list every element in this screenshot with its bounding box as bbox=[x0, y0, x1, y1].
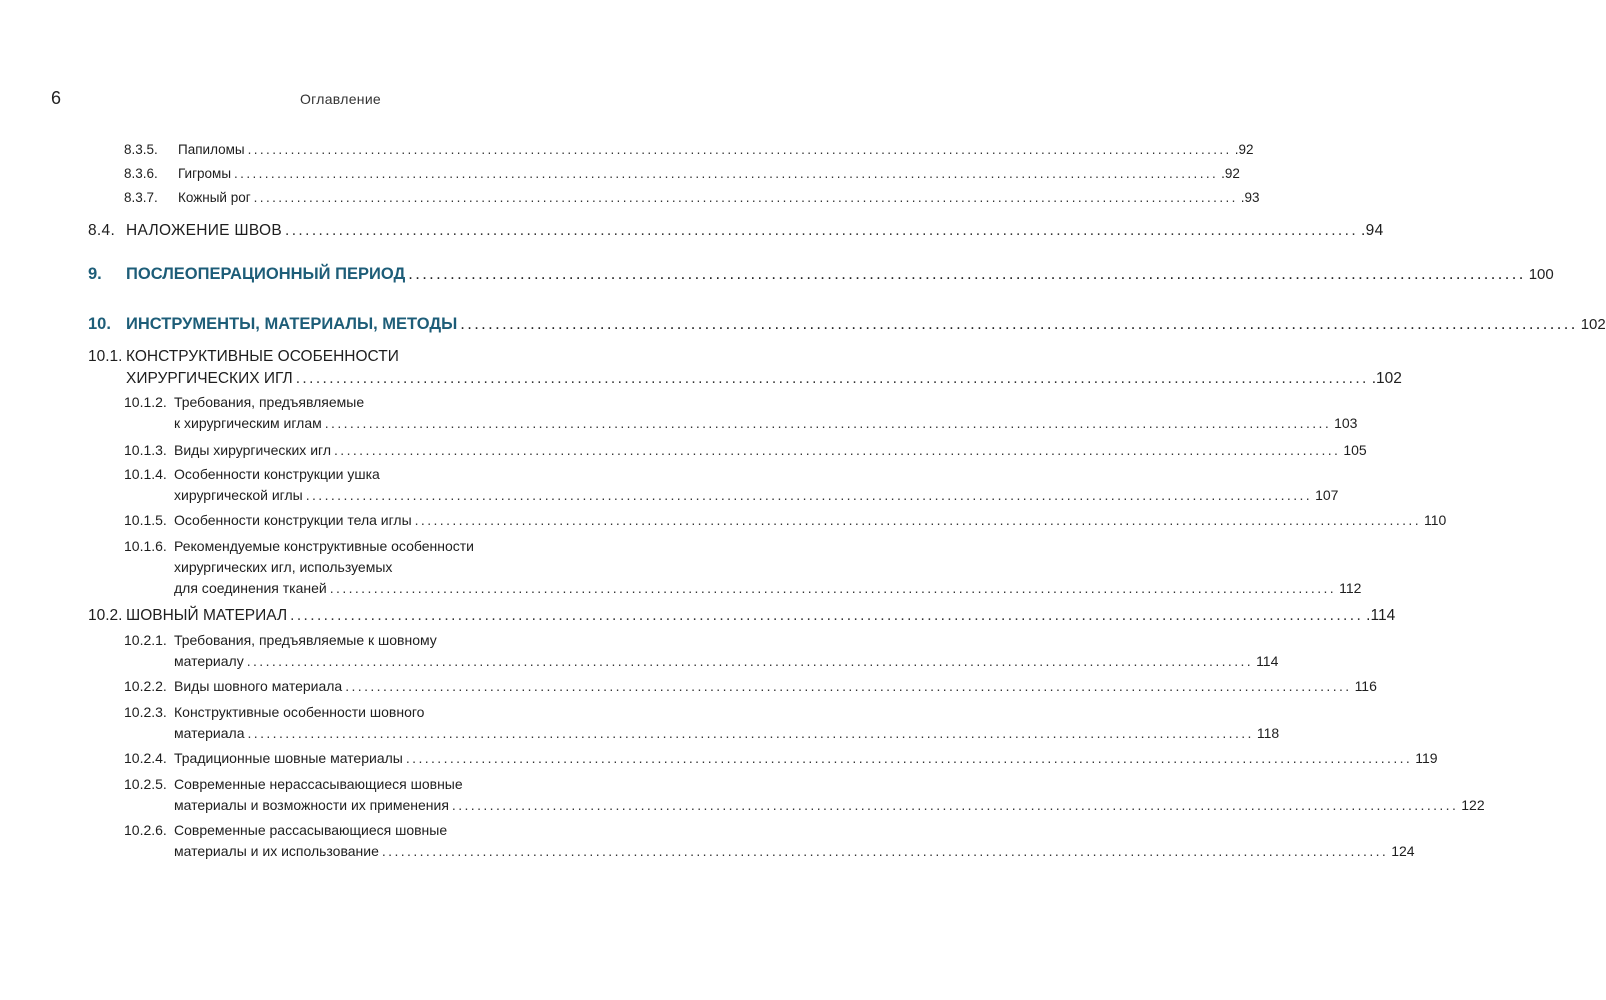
toc-entry-title-cont: для соединения тканей bbox=[174, 580, 327, 596]
toc-entry-number: 10.1.6. bbox=[124, 538, 167, 554]
toc-entry-title-cont: материала bbox=[174, 725, 245, 741]
leader-dots: ................................................................................................................................................................ bbox=[381, 843, 1389, 859]
leader-dots: ................................................................................................................................................................ bbox=[414, 512, 1421, 528]
toc-entry-title: Особенности конструкции ушка bbox=[174, 466, 380, 482]
toc-entry-page: 102 bbox=[1580, 316, 1606, 333]
leader-dots: ................................................................................................................................................................ bbox=[460, 315, 1578, 333]
toc-entry-page: .92 bbox=[1234, 142, 1254, 157]
toc-entry-number: 8.4. bbox=[88, 222, 116, 239]
toc-entry-title: Виды хирургических игл bbox=[174, 442, 331, 458]
toc-entry[interactable] bbox=[88, 605, 1396, 627]
toc-entry-title-cont: ХИРУРГИЧЕСКИХ ИГЛ bbox=[126, 370, 293, 387]
toc-entry-number: 10.2.2. bbox=[124, 678, 167, 694]
leader-dots: ................................................................................................................................................................ bbox=[334, 442, 1341, 458]
toc-entry-page: 105 bbox=[1343, 442, 1367, 458]
toc-entry[interactable] bbox=[124, 187, 1260, 209]
toc-entry-number: 10.2.6. bbox=[124, 822, 167, 838]
toc-entry-page: .92 bbox=[1221, 166, 1240, 181]
toc-entry-page: .102 bbox=[1371, 370, 1402, 387]
toc-entry[interactable] bbox=[124, 630, 1279, 672]
toc-entry[interactable] bbox=[124, 774, 1485, 816]
toc-entry-number: 10.2.1. bbox=[124, 632, 167, 648]
toc-entry[interactable] bbox=[124, 392, 1358, 434]
leader-dots: ................................................................................................................................................................ bbox=[408, 265, 1526, 283]
toc-entry-page: 110 bbox=[1423, 512, 1447, 528]
toc-entry-number: 10.1.2. bbox=[124, 394, 167, 410]
toc-entry-title: Особенности конструкции тела иглы bbox=[174, 512, 412, 528]
leader-dots: ................................................................................................................................................................ bbox=[246, 653, 1254, 669]
leader-dots: ................................................................................................................................................................ bbox=[305, 487, 1313, 503]
toc-chapter[interactable] bbox=[88, 312, 1606, 337]
leader-dots: ................................................................................................................................................................ bbox=[234, 166, 1219, 181]
toc-entry-title: ШОВНЫЙ МАТЕРИАЛ bbox=[126, 607, 288, 624]
toc-entry[interactable] bbox=[88, 346, 1402, 390]
toc-entry[interactable] bbox=[124, 536, 1362, 599]
toc-entry-page: 122 bbox=[1461, 797, 1485, 813]
leader-dots: ................................................................................................................................................................ bbox=[285, 222, 1359, 239]
page-number: 6 bbox=[51, 88, 62, 108]
leader-dots: ................................................................................................................................................................ bbox=[290, 607, 1364, 624]
leader-dots: ................................................................................................................................................................ bbox=[324, 415, 1332, 431]
toc-entry-number: 10.1.5. bbox=[124, 512, 167, 528]
toc-entry[interactable] bbox=[124, 702, 1280, 744]
toc-entry-title: Рекомендуемые конструктивные особенности bbox=[174, 538, 475, 554]
toc-entry-page: .93 bbox=[1240, 190, 1260, 205]
toc-entry-title: Требования, предъявляемые к шовному bbox=[174, 632, 437, 648]
toc-entry-number: 9. bbox=[88, 265, 102, 283]
toc-entry-title: Современные нерассасывающиеся шовные bbox=[174, 776, 463, 792]
toc-entry[interactable] bbox=[124, 139, 1254, 161]
toc-entry-page: .114 bbox=[1366, 607, 1396, 624]
toc-entry-page: 100 bbox=[1528, 266, 1554, 283]
toc-entry-number: 10.2.4. bbox=[124, 750, 167, 766]
toc-entry[interactable] bbox=[124, 464, 1339, 506]
toc-entry-number: 8.3.6. bbox=[124, 166, 158, 181]
toc-entry-number: 10.2. bbox=[88, 607, 123, 624]
toc-entry-title: НАЛОЖЕНИЕ ШВОВ bbox=[126, 222, 283, 239]
toc-entry-title: Конструктивные особенности шовного bbox=[174, 704, 425, 720]
toc-entry-number: 10.1.3. bbox=[124, 442, 167, 458]
toc-entry-page: 107 bbox=[1315, 487, 1339, 503]
toc-entry-number: 8.3.7. bbox=[124, 190, 158, 205]
toc-entry-title: Традиционные шовные материалы bbox=[174, 750, 403, 766]
toc-entry-number: 10.2.3. bbox=[124, 704, 167, 720]
toc-entry-number: 8.3.5. bbox=[124, 142, 158, 157]
toc-entry[interactable] bbox=[124, 440, 1367, 461]
leader-dots: ................................................................................................................................................................ bbox=[405, 750, 1413, 766]
toc-entry-title-cont: материалу bbox=[174, 653, 244, 669]
leader-dots: ................................................................................................................................................................ bbox=[345, 678, 1352, 694]
toc-entry-title-cont: материалы и возможности их применения bbox=[174, 797, 449, 813]
toc-entry[interactable] bbox=[124, 748, 1438, 769]
toc-entry-page: 103 bbox=[1334, 415, 1358, 431]
toc-entry-title: ПОСЛЕОПЕРАЦИОННЫЙ ПЕРИОД bbox=[126, 265, 406, 283]
toc-entry-page: 114 bbox=[1256, 653, 1279, 669]
toc-chapter[interactable] bbox=[88, 262, 1554, 287]
leader-dots: ................................................................................................................................................................ bbox=[451, 797, 1459, 813]
toc-entry-page: 119 bbox=[1415, 750, 1438, 766]
toc-entry-title: Гигромы bbox=[178, 166, 232, 181]
toc-entry[interactable] bbox=[124, 163, 1240, 185]
toc-entry-title-cont: материалы и их использование bbox=[174, 843, 379, 859]
toc-entry-title: Современные рассасывающиеся шовные bbox=[174, 822, 448, 838]
leader-dots: ................................................................................................................................................................ bbox=[253, 190, 1238, 205]
toc-entry-title-cont: хирургических игл, используемых bbox=[174, 559, 393, 575]
toc-entry-page: .94 bbox=[1361, 222, 1384, 239]
toc-entry[interactable] bbox=[88, 219, 1384, 242]
toc-entry-title-cont: к хирургическим иглам bbox=[174, 415, 322, 431]
toc-entry-title: ИНСТРУМЕНТЫ, МАТЕРИАЛЫ, МЕТОДЫ bbox=[126, 315, 458, 333]
toc-entry-title: Требования, предъявляемые bbox=[174, 394, 365, 410]
toc-entry-page: 112 bbox=[1339, 580, 1362, 596]
toc-entry-number: 10.2.5. bbox=[124, 776, 167, 792]
leader-dots: ................................................................................................................................................................ bbox=[247, 725, 1254, 741]
toc-entry-number: 10. bbox=[88, 315, 111, 333]
toc-entry-number: 10.1.4. bbox=[124, 466, 167, 482]
toc-entry-title: Папиломы bbox=[178, 142, 245, 157]
toc-entry-title: Кожный рог bbox=[178, 190, 251, 205]
leader-dots: ................................................................................................................................................................ bbox=[329, 580, 1337, 596]
toc-entry-title: КОНСТРУКТИВНЫЕ ОСОБЕННОСТИ bbox=[126, 348, 399, 365]
toc-entry[interactable] bbox=[124, 820, 1415, 862]
toc-entry-page: 118 bbox=[1256, 725, 1280, 741]
toc-entry-title: Виды шовного материала bbox=[174, 678, 343, 694]
toc-entry-page: 124 bbox=[1391, 843, 1415, 859]
leader-dots: ................................................................................................................................................................ bbox=[295, 370, 1369, 387]
toc-entry[interactable] bbox=[124, 510, 1447, 531]
toc-entry-title-cont: хирургической иглы bbox=[174, 487, 303, 503]
leader-dots: ................................................................................................................................................................ bbox=[247, 142, 1232, 157]
toc-entry[interactable] bbox=[124, 676, 1377, 697]
toc-entry-number: 10.1. bbox=[88, 348, 123, 365]
toc-entry-page: 116 bbox=[1354, 678, 1377, 694]
running-title: Оглавление bbox=[299, 91, 382, 107]
